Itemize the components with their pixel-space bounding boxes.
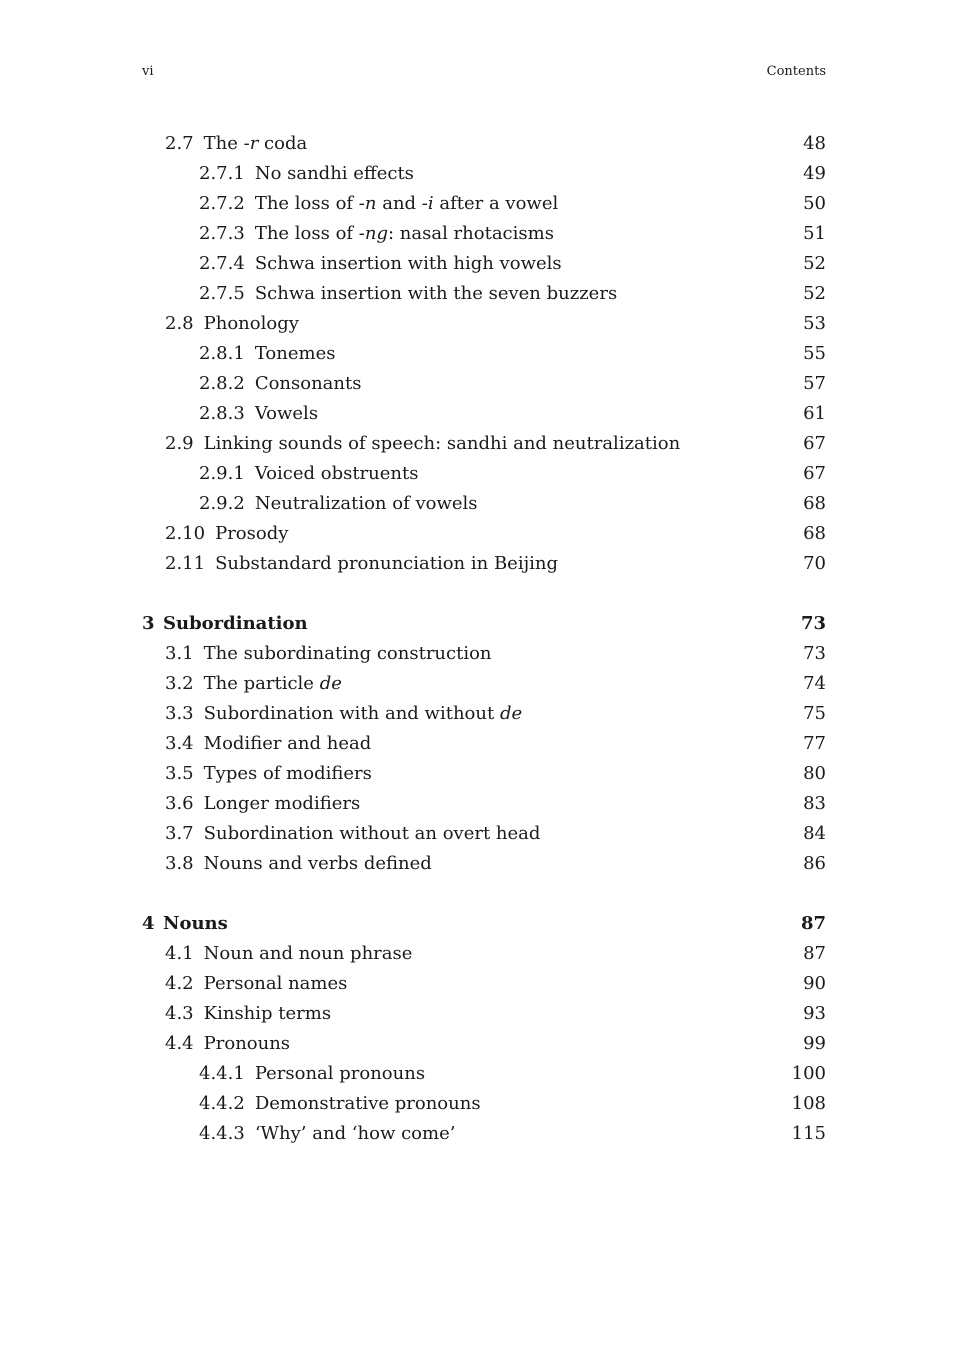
toc-title: The loss of -n and -i after a vowel xyxy=(254,193,559,214)
folio: vi xyxy=(142,64,154,79)
toc-title: Vowels xyxy=(254,403,319,424)
toc-title: Longer modifiers xyxy=(203,793,361,814)
toc-entry[interactable] xyxy=(142,159,826,189)
toc-page: 73 xyxy=(803,643,826,664)
toc-chapter-title: Subordination xyxy=(163,613,308,634)
toc-entry[interactable] xyxy=(142,339,826,369)
toc-page: 67 xyxy=(803,433,826,454)
toc-entry[interactable] xyxy=(142,429,826,459)
toc-entry[interactable] xyxy=(142,849,826,879)
toc-title: The -r coda xyxy=(203,133,308,154)
toc-page: 70 xyxy=(803,553,826,574)
toc-page: 100 xyxy=(791,1063,826,1084)
toc-title: Personal pronouns xyxy=(254,1063,426,1084)
toc-number: 4.4.3 xyxy=(199,1123,245,1144)
toc-page: 53 xyxy=(803,313,826,334)
toc-entry[interactable] xyxy=(142,969,826,999)
toc-title: Schwa insertion with the seven buzzers xyxy=(254,283,618,304)
toc-title: The subordinating construction xyxy=(203,643,492,664)
toc-title: Subordination with and without de xyxy=(203,703,523,724)
toc-page: 86 xyxy=(803,853,826,874)
toc-entry[interactable] xyxy=(142,789,826,819)
toc-page: 80 xyxy=(803,763,826,784)
toc-chapter-entry[interactable] xyxy=(142,909,826,939)
toc-number: 3.7 xyxy=(165,823,194,844)
toc-number: 3.5 xyxy=(165,763,194,784)
toc-title: Kinship terms xyxy=(203,1003,332,1024)
toc-number: 2.10 xyxy=(165,523,206,544)
toc-entry[interactable] xyxy=(142,369,826,399)
toc-title: ‘Why’ and ‘how come’ xyxy=(254,1123,456,1144)
toc-number: 2.7.2 xyxy=(199,193,245,214)
toc-page: 73 xyxy=(800,613,826,634)
toc-title: Types of modifiers xyxy=(203,763,372,784)
toc-page: 49 xyxy=(803,163,826,184)
toc-entry[interactable] xyxy=(142,399,826,429)
toc-entry[interactable] xyxy=(142,189,826,219)
toc-title: Modifier and head xyxy=(203,733,372,754)
toc-entry[interactable] xyxy=(142,729,826,759)
toc-page: 108 xyxy=(791,1093,826,1114)
toc-page: 77 xyxy=(803,733,826,754)
toc-number: 4.3 xyxy=(165,1003,194,1024)
toc-entry[interactable] xyxy=(142,1119,826,1149)
toc-title: The loss of -ng: nasal rhotacisms xyxy=(254,223,554,244)
toc-page: 90 xyxy=(803,973,826,994)
toc-title: Consonants xyxy=(254,373,362,394)
toc-page: 68 xyxy=(803,493,826,514)
toc-entry[interactable] xyxy=(142,699,826,729)
toc-page: 51 xyxy=(803,223,826,244)
toc-chapter-entry[interactable] xyxy=(142,609,826,639)
toc-number: 2.7.3 xyxy=(199,223,245,244)
toc-entry[interactable] xyxy=(142,939,826,969)
toc-entry[interactable] xyxy=(142,819,826,849)
toc-title: Linking sounds of speech: sandhi and neutralization xyxy=(203,433,681,454)
toc-title: Personal names xyxy=(203,973,348,994)
toc-title: Substandard pronunciation in Beijing xyxy=(215,553,559,574)
toc-title: Schwa insertion with high vowels xyxy=(254,253,562,274)
chapter-spacer xyxy=(142,579,826,609)
table-of-contents xyxy=(142,129,826,1149)
toc-title: Prosody xyxy=(215,523,289,544)
toc-page: 48 xyxy=(803,133,826,154)
toc-entry[interactable] xyxy=(142,669,826,699)
toc-entry[interactable] xyxy=(142,279,826,309)
toc-entry[interactable] xyxy=(142,309,826,339)
toc-title: Pronouns xyxy=(203,1033,291,1054)
running-title: Contents xyxy=(766,64,826,79)
toc-title: No sandhi effects xyxy=(254,163,414,184)
toc-title: Demonstrative pronouns xyxy=(254,1093,481,1114)
toc-page: 93 xyxy=(803,1003,826,1024)
toc-number: 2.7 xyxy=(165,133,194,154)
toc-entry[interactable] xyxy=(142,219,826,249)
toc-number: 2.7.5 xyxy=(199,283,245,304)
toc-entry[interactable] xyxy=(142,1029,826,1059)
toc-number: 4.4.2 xyxy=(199,1093,245,1114)
toc-chapter-number: 3 xyxy=(142,613,155,634)
toc-number: 2.7.4 xyxy=(199,253,245,274)
toc-title: Nouns and verbs defined xyxy=(203,853,432,874)
toc-page: 74 xyxy=(803,673,826,694)
toc-number: 2.8.1 xyxy=(199,343,245,364)
toc-entry[interactable] xyxy=(142,759,826,789)
toc-number: 2.8.2 xyxy=(199,373,245,394)
toc-number: 2.9 xyxy=(165,433,194,454)
toc-page: 99 xyxy=(803,1033,826,1054)
toc-number: 4.1 xyxy=(165,943,194,964)
toc-number: 2.9.1 xyxy=(199,463,245,484)
toc-chapter-number: 4 xyxy=(142,913,155,934)
toc-number: 2.8.3 xyxy=(199,403,245,424)
page-header xyxy=(142,64,826,86)
toc-number: 3.1 xyxy=(165,643,194,664)
toc-number: 2.9.2 xyxy=(199,493,245,514)
toc-entry[interactable] xyxy=(142,519,826,549)
toc-number: 2.8 xyxy=(165,313,194,334)
toc-page: 50 xyxy=(803,193,826,214)
toc-number: 2.7.1 xyxy=(199,163,245,184)
toc-page: 52 xyxy=(803,253,826,274)
toc-page: 55 xyxy=(803,343,826,364)
toc-title: Subordination without an overt head xyxy=(203,823,541,844)
toc-chapter-title: Nouns xyxy=(163,913,228,934)
toc-page: 83 xyxy=(803,793,826,814)
toc-page: 68 xyxy=(803,523,826,544)
toc-title: Phonology xyxy=(203,313,299,334)
toc-number: 4.2 xyxy=(165,973,194,994)
toc-page: 61 xyxy=(803,403,826,424)
toc-page: 84 xyxy=(803,823,826,844)
toc-entry[interactable] xyxy=(142,549,826,579)
toc-entry[interactable] xyxy=(142,459,826,489)
toc-number: 3.8 xyxy=(165,853,194,874)
toc-entry[interactable] xyxy=(142,1089,826,1119)
toc-number: 4.4.1 xyxy=(199,1063,245,1084)
toc-number: 2.11 xyxy=(165,553,206,574)
toc-title: Voiced obstruents xyxy=(254,463,419,484)
toc-entry[interactable] xyxy=(142,249,826,279)
toc-page: 67 xyxy=(803,463,826,484)
toc-number: 4.4 xyxy=(165,1033,194,1054)
toc-title: Noun and noun phrase xyxy=(203,943,413,964)
toc-title: The particle de xyxy=(203,673,342,694)
chapter-spacer xyxy=(142,879,826,909)
toc-number: 3.4 xyxy=(165,733,194,754)
toc-page: 87 xyxy=(800,913,826,934)
toc-page: 87 xyxy=(803,943,826,964)
toc-number: 3.3 xyxy=(165,703,194,724)
toc-page: 75 xyxy=(803,703,826,724)
toc-title: Tonemes xyxy=(254,343,336,364)
toc-title: Neutralization of vowels xyxy=(254,493,478,514)
toc-entry[interactable] xyxy=(142,999,826,1029)
toc-page: 57 xyxy=(803,373,826,394)
toc-number: 3.6 xyxy=(165,793,194,814)
toc-page: 115 xyxy=(791,1123,826,1144)
toc-entry[interactable] xyxy=(142,489,826,519)
toc-entry[interactable] xyxy=(142,1059,826,1089)
toc-entry[interactable] xyxy=(142,639,826,669)
toc-page: 52 xyxy=(803,283,826,304)
toc-entry[interactable] xyxy=(142,129,826,159)
toc-number: 3.2 xyxy=(165,673,194,694)
